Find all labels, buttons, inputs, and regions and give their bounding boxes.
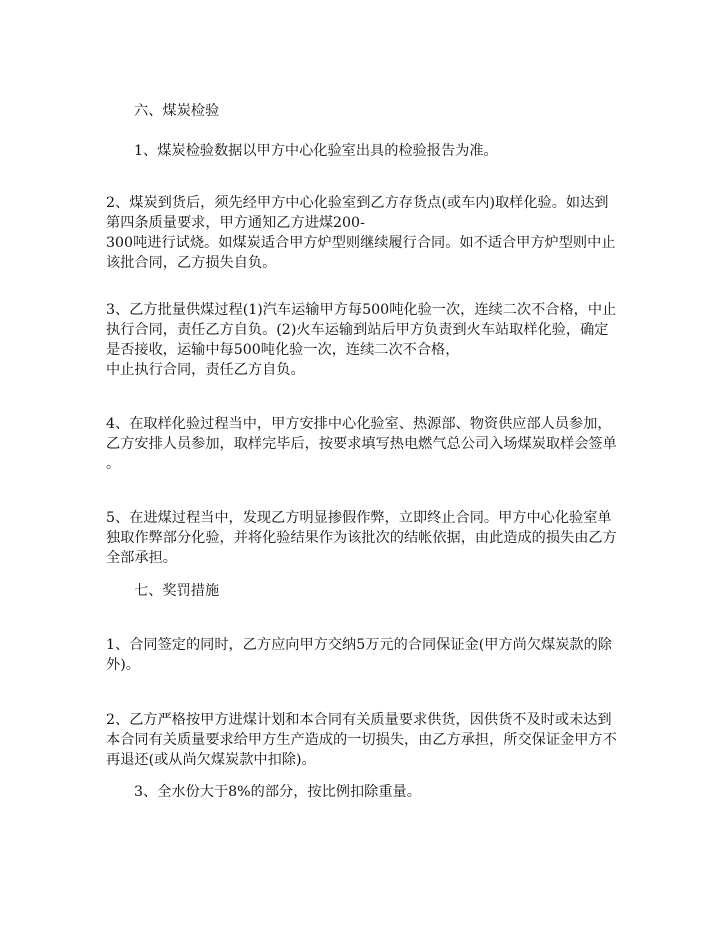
paragraph-line: 是否接收，运输中每500吨化验一次，连续二次不合格， <box>106 342 460 358</box>
paragraph-line: 300吨进行试烧。如煤炭适合甲方炉型则继续履行合同。如不适合甲方炉型则中止 <box>106 235 616 251</box>
paragraph-line: 4、在取样化验过程当中，甲方安排中心化验室、热源部、物资供应部人员参加， <box>106 416 612 432</box>
paragraph-line: 全部承担。 <box>106 550 177 566</box>
paragraph-line: 执行合同，责任乙方自负。(2)火车运输到站后甲方负责到火车站取样化验，确定 <box>106 322 609 338</box>
paragraph-line: 本合同有关质量要求给甲方生产造成的一切损失，由乙方承担，所交保证金甲方不 <box>106 732 617 748</box>
paragraph-line: 3、乙方批量供煤过程(1)汽车运输甲方每500吨化验一次，连续二次不合格，中止 <box>106 302 617 318</box>
paragraph-7-3: 3、全水份大于8%的部分，按比例扣除重量。 <box>134 784 421 800</box>
paragraph-line: 独取作弊部分化验，并将化验结果作为该批次的结帐依据，由此造成的损失由乙方 <box>106 530 617 546</box>
paragraph-line: 。 <box>106 456 121 472</box>
paragraph-6-1: 1、煤炭检验数据以甲方中心化验室出具的检验报告为准。 <box>134 143 498 159</box>
paragraph-line: 2、乙方严格按甲方进煤计划和本合同有关质量要求供货，因供货不及时或未达到 <box>106 712 612 728</box>
paragraph-line: 再退还(或从尚欠煤炭款中扣除)。 <box>106 752 316 768</box>
section-heading-rewards-penalties: 七、奖罚措施 <box>134 583 220 599</box>
paragraph-line: 中止执行合同，责任乙方自负。 <box>106 362 305 378</box>
paragraph-line: 2、煤炭到货后，须先经甲方中心化验室到乙方存货点(或车内)取样化验。如达到 <box>106 195 609 211</box>
paragraph-line: 乙方安排人员参加，取样完毕后，按要求填写热电燃气总公司入场煤炭取样会签单 <box>106 436 617 452</box>
paragraph-line: 第四条质量要求，甲方通知乙方进煤200- <box>106 215 365 231</box>
paragraph-line: 外)。 <box>106 657 140 673</box>
paragraph-line: 1、合同签定的同时，乙方应向甲方交纳5万元的合同保证金(甲方尚欠煤炭款的除 <box>106 637 612 653</box>
paragraph-line: 该批合同，乙方损失自负。 <box>106 255 277 271</box>
section-heading-coal-inspection: 六、煤炭检验 <box>134 103 220 119</box>
paragraph-line: 5、在进煤过程当中，发现乙方明显掺假作弊，立即终止合同。甲方中心化验室单 <box>106 510 612 526</box>
